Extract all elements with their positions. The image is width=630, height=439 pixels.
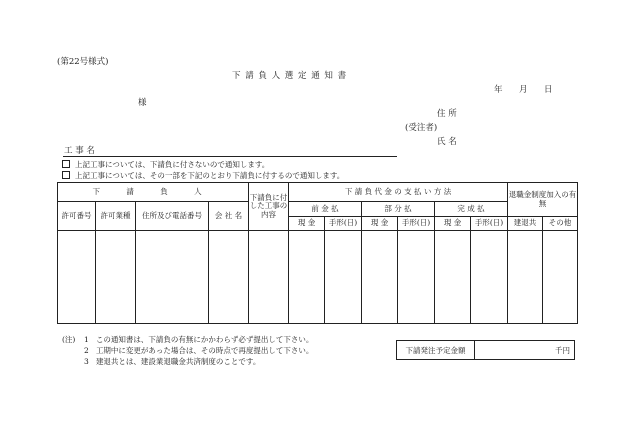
note-number: 3 — [84, 357, 89, 366]
date-day-label: 日 — [544, 85, 553, 95]
name-label: 氏 名 — [437, 137, 457, 147]
option-no-subcontract[interactable] — [62, 160, 269, 169]
note-item — [84, 358, 260, 366]
option-text: 上記工事については、その一部を下記のとおり下請負に付するので通知します。 — [75, 171, 345, 180]
date-year-label: 年 — [494, 85, 503, 95]
cell-company-name[interactable] — [209, 231, 249, 324]
cell-permit-type[interactable] — [96, 231, 136, 324]
col-permit-number: 許可番号 — [58, 202, 96, 231]
page-title: 下 請 負 人 選 定 通 知 書 — [232, 71, 348, 81]
cell-completion-cash[interactable] — [435, 231, 471, 324]
col-bill-days: 手形(日) — [471, 217, 508, 231]
notes-label: (注) — [62, 335, 76, 344]
table-row — [58, 231, 578, 324]
col-address-phone: 住所及び電話番号 — [136, 202, 209, 231]
note-item — [84, 336, 313, 344]
cell-partial-bill[interactable] — [398, 231, 435, 324]
contract-content-header: 下請負に付した工事の内容 — [249, 183, 289, 231]
work-name-label: 工 事 名 — [64, 146, 95, 156]
option-text: 上記工事については、下請負に付さないので通知します。 — [75, 160, 270, 169]
note-item — [84, 347, 313, 355]
checkbox[interactable] — [62, 171, 70, 179]
subcontractor-table — [57, 182, 578, 324]
col-kentaikyo: 建退共 — [508, 217, 543, 231]
cell-kentaikyo[interactable] — [508, 231, 543, 324]
address-label: 住 所 — [437, 109, 457, 119]
col-company-name: 会 社 名 — [209, 202, 249, 231]
note-text: この通知書は、下請負の有無にかかわらず必ず提出して下さい。 — [95, 335, 314, 344]
payment-completion: 完 成 払 — [435, 202, 508, 217]
cell-permit-number[interactable] — [58, 231, 96, 324]
col-cash: 現 金 — [435, 217, 471, 231]
checkbox[interactable] — [62, 160, 70, 168]
cell-contract-content[interactable] — [249, 231, 289, 324]
cell-other[interactable] — [543, 231, 578, 324]
contractor-role-label: (受注者) — [405, 123, 438, 133]
addressee-suffix: 様 — [138, 98, 147, 108]
col-other: その他 — [543, 217, 578, 231]
cell-address-phone[interactable] — [136, 231, 209, 324]
cell-completion-bill[interactable] — [471, 231, 508, 324]
note-number: 1 — [84, 335, 89, 344]
note-text: 建退共とは、建設業退職金共済制度のことです。 — [95, 357, 261, 366]
note-number: 2 — [84, 346, 89, 355]
col-permit-type: 許可業種 — [96, 202, 136, 231]
cell-partial-cash[interactable] — [362, 231, 398, 324]
retirement-plan-header: 退職金制度加入の有無 — [508, 183, 578, 217]
col-cash: 現 金 — [289, 217, 325, 231]
payment-partial: 部 分 払 — [362, 202, 435, 217]
col-cash: 現 金 — [362, 217, 398, 231]
scheduled-amount-unit: 千円 — [555, 345, 570, 355]
work-name-underline — [63, 156, 397, 157]
cell-advance-bill[interactable] — [325, 231, 362, 324]
scheduled-amount-box — [396, 340, 575, 360]
date-month-label: 月 — [519, 85, 528, 95]
option-partial-subcontract[interactable] — [62, 171, 344, 180]
col-bill-days: 手形(日) — [325, 217, 362, 231]
note-text: 工期中に変更があった場合は、その時点で再度提出して下さい。 — [95, 346, 314, 355]
cell-advance-cash[interactable] — [289, 231, 325, 324]
scheduled-amount-field[interactable] — [475, 341, 575, 360]
col-bill-days: 手形(日) — [398, 217, 435, 231]
payment-method-header: 下 請 負 代 金 の 支 払 い 方 法 — [289, 183, 508, 202]
scheduled-amount-label: 下請発注予定金額 — [397, 341, 475, 360]
form-number: (第22号様式) — [57, 57, 109, 67]
payment-advance: 前 金 払 — [289, 202, 362, 217]
subcontractor-header: 下 請 負 人 — [58, 183, 249, 202]
